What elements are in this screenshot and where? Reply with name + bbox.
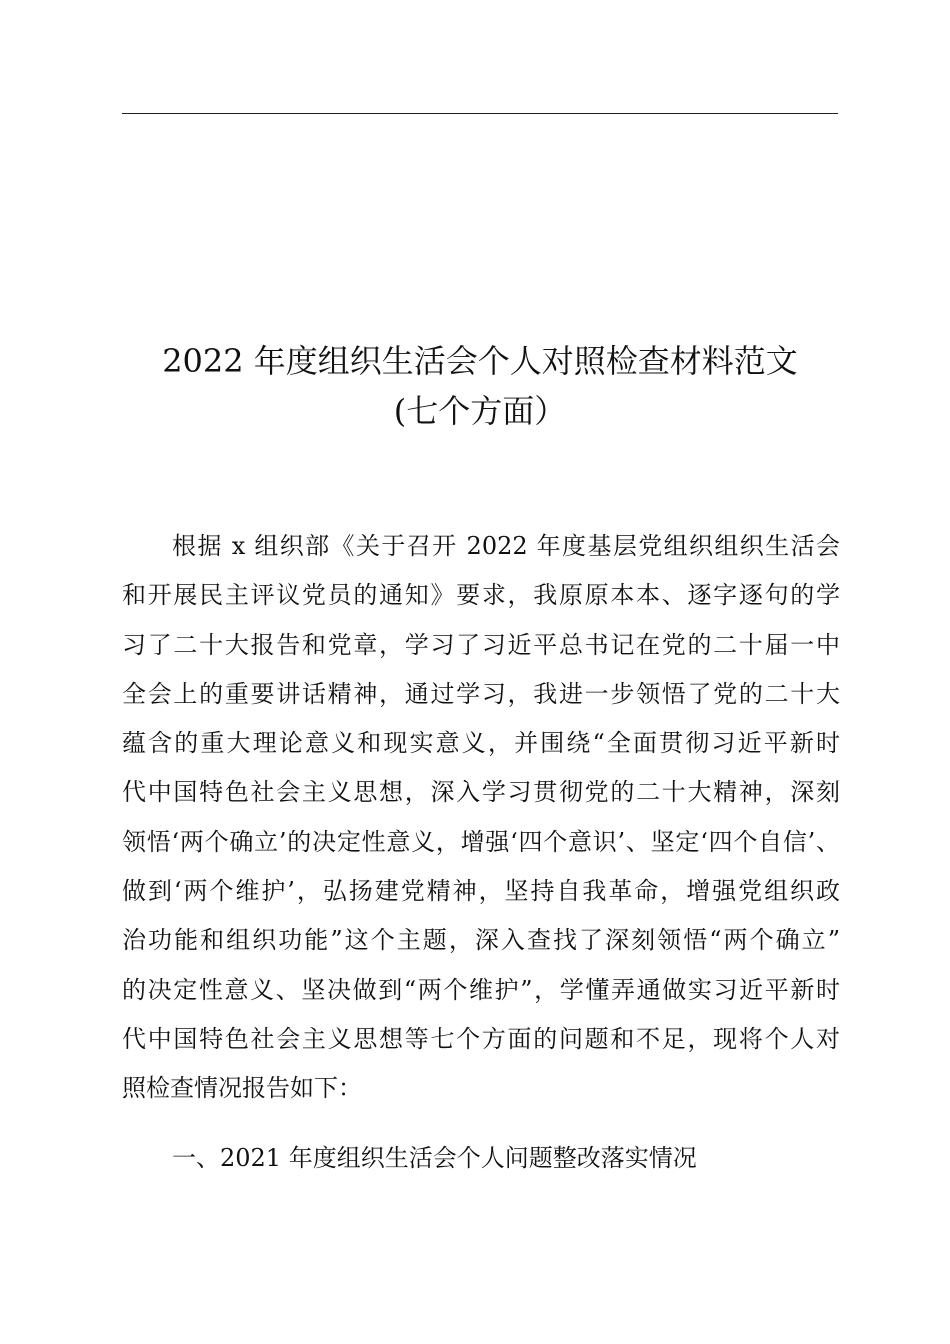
intro-paragraph — [122, 526, 840, 1118]
paragraph-line: 和开展民主评议党员的通知》要求，我原原本本、逐字逐句的学 — [122, 581, 840, 610]
title-line-2: (七个方面） — [393, 392, 567, 430]
paragraph-line: 做到‘两个维护’，弘扬建党精神，坚持自我革命，增强党组织政 — [122, 877, 840, 906]
paragraph-line: 根据 x 组织部《关于召开 2022 年度基层党组织组织生活会 — [172, 532, 840, 560]
paragraph-line: 代中国特色社会主义思想，深入学习贯彻党的二十大精神，深刻 — [122, 778, 840, 807]
paragraph-line: 的决定性意义、坚决做到“两个维护”，学懂弄通做实习近平新时 — [122, 975, 840, 1004]
paragraph-line: 领悟‘两个确立’的决定性意义，增强‘四个意识’、坚定‘四个自信’、 — [122, 827, 840, 856]
paragraph-line: 习了二十大报告和党章，学习了习近平总书记在党的二十届一中 — [122, 630, 840, 659]
paragraph-line: 照检查情况报告如下： — [122, 1074, 362, 1103]
document-title — [100, 336, 860, 436]
title-line-1: 2022 年度组织生活会个人对照检查材料范文 — [162, 342, 798, 380]
paragraph-line: 蕴含的重大理论意义和现实意义，并围绕“全面贯彻习近平新时 — [122, 729, 840, 758]
section-heading: 一、2021 年度组织生活会个人问题整改落实情况 — [172, 1144, 697, 1172]
paragraph-line: 代中国特色社会主义思想等七个方面的问题和不足，现将个人对 — [122, 1024, 840, 1053]
header-rule — [122, 113, 838, 114]
paragraph-line: 全会上的重要讲话精神，通过学习，我进一步领悟了党的二十大 — [122, 679, 840, 708]
paragraph-line: 治功能和组织功能”这个主题，深入查找了深刻领悟“两个确立” — [122, 926, 840, 955]
